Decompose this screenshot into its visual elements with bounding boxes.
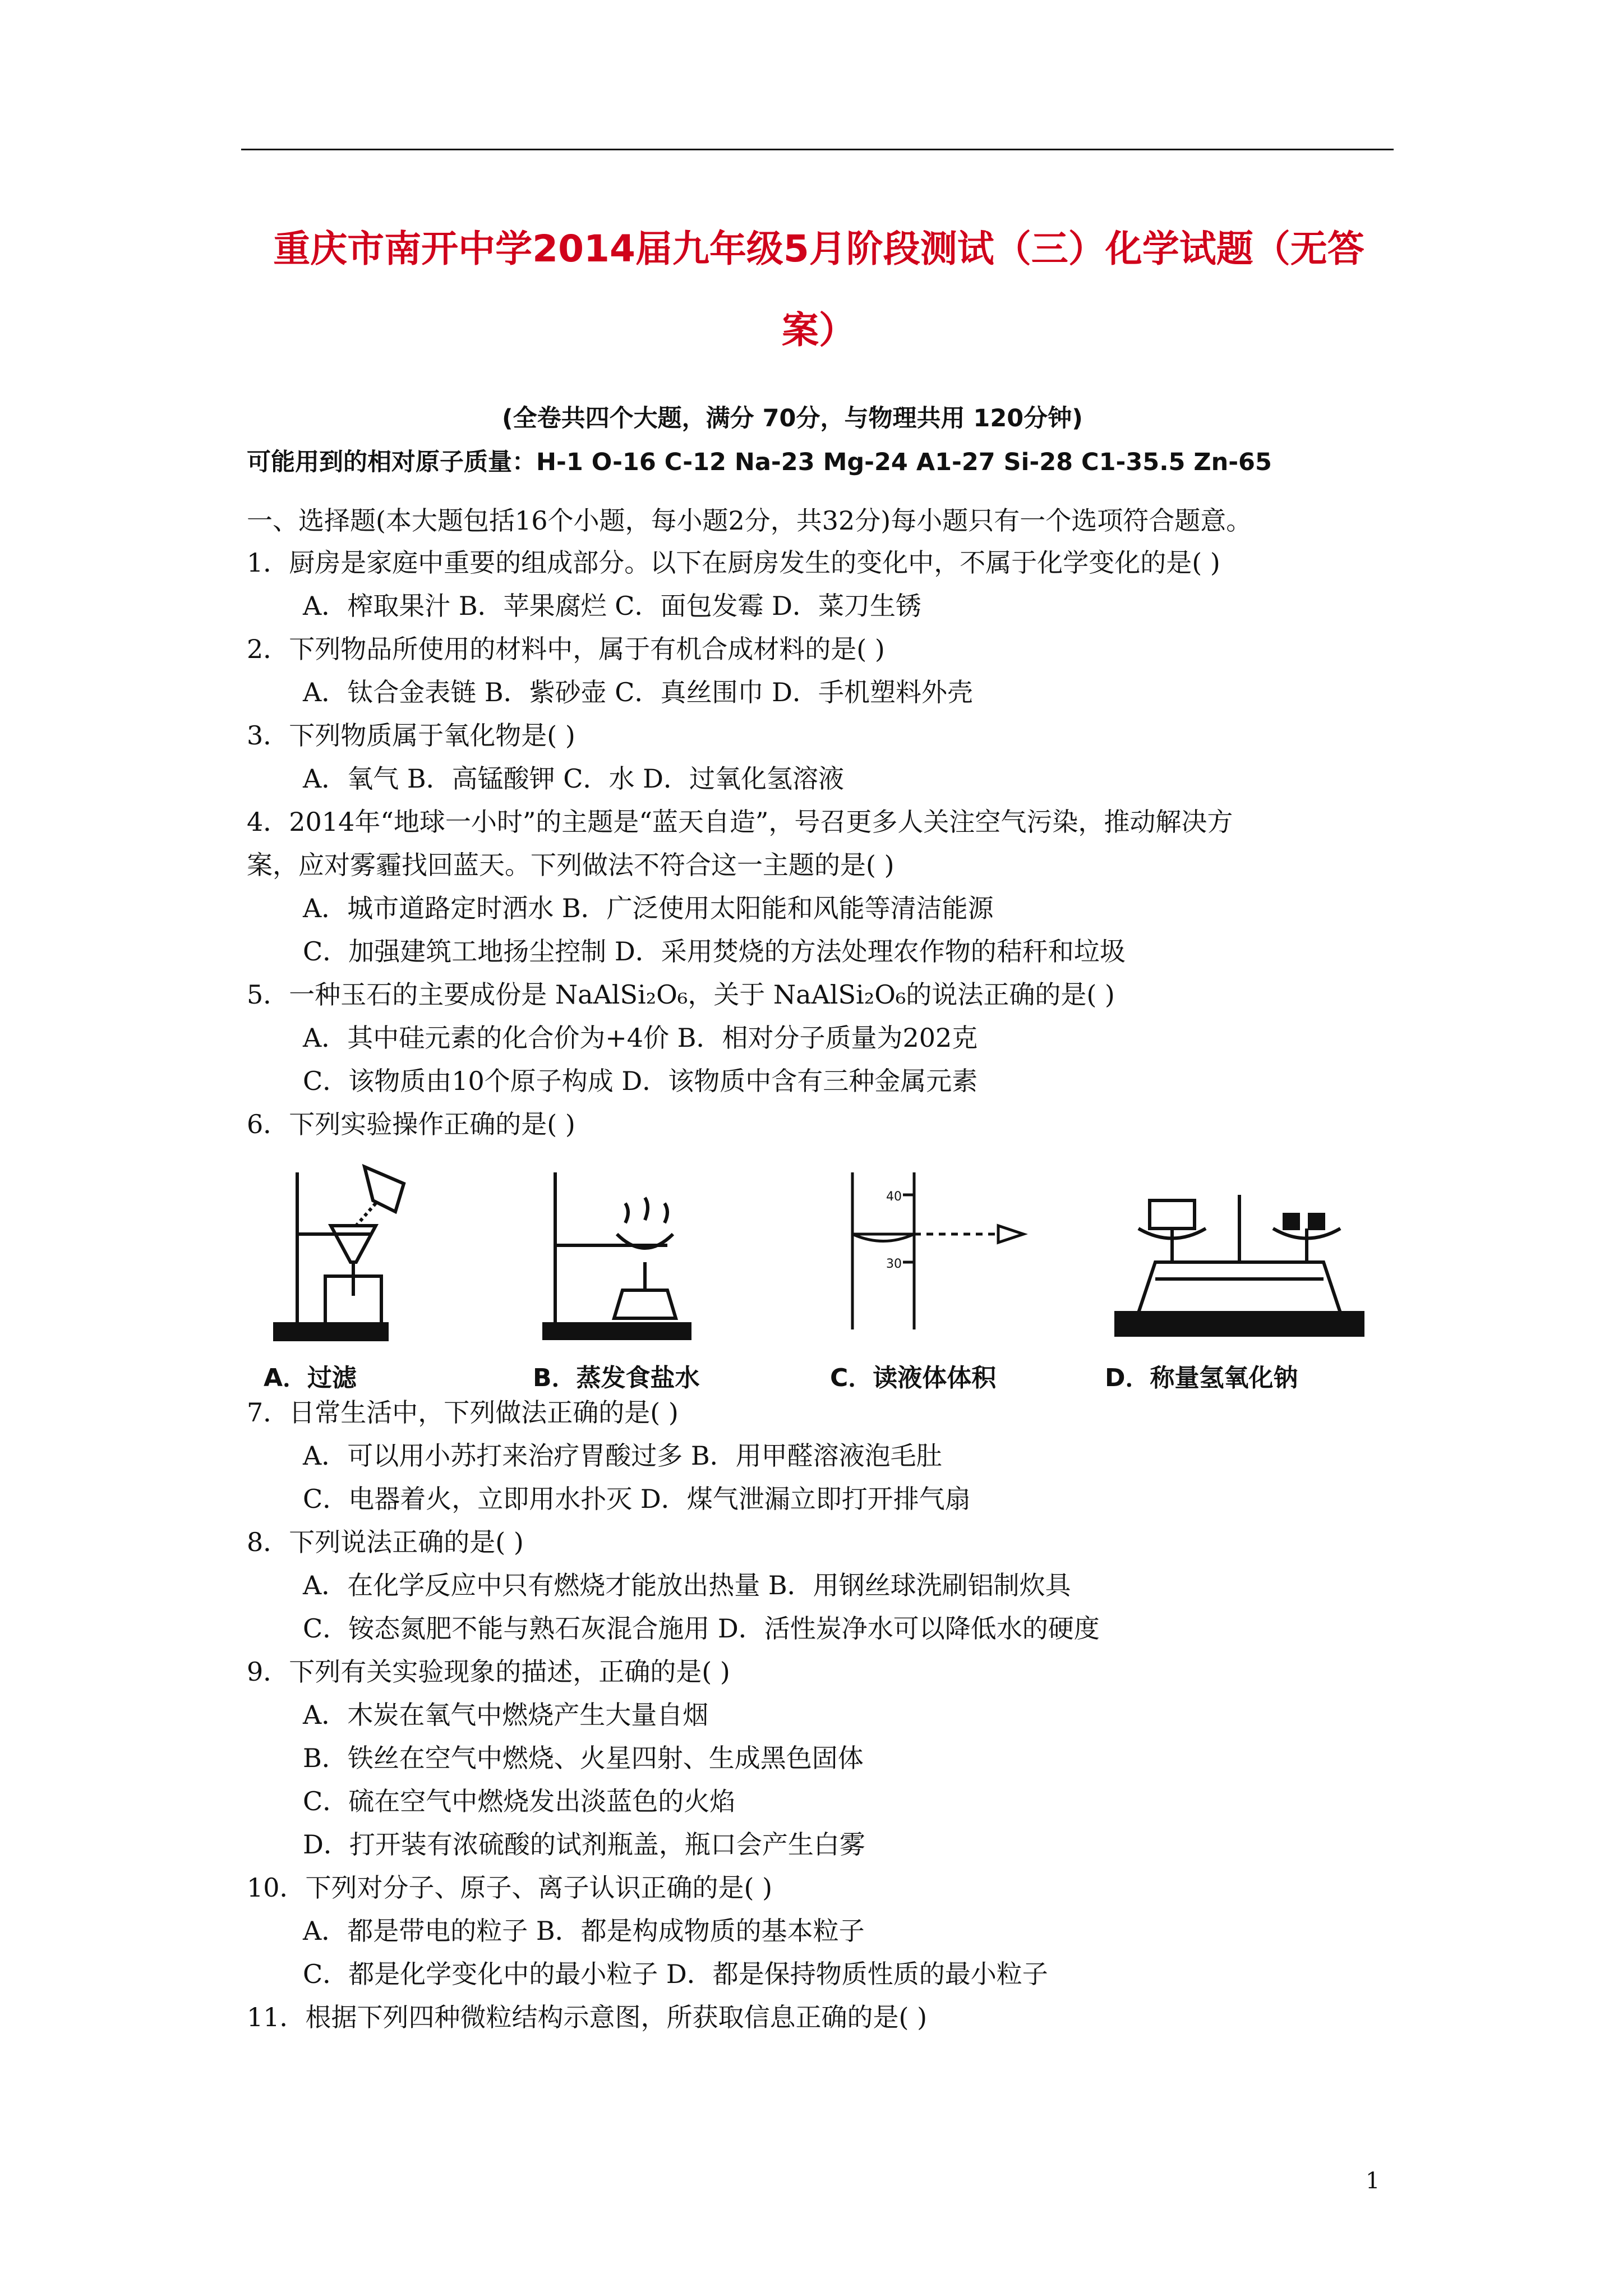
figure-read-volume xyxy=(830,1150,1077,1397)
question-7: 7．日常生活中，下列做法正确的是( ) xyxy=(247,1397,679,1428)
question-6: 6．下列实验操作正确的是( ) xyxy=(247,1109,575,1139)
figure-a-caption: A．过滤 xyxy=(264,1364,357,1392)
question-4-cont: 案，应对雾霾找回蓝天。下列做法不符合这一主题的是( ) xyxy=(247,850,895,880)
question-3: 3．下列物质属于氧化物是( ) xyxy=(247,720,575,751)
q1-options: A．榨取果汁 B．苹果腐烂 C．面包发霉 D．菜刀生锈 xyxy=(303,591,921,621)
figure-filtration xyxy=(264,1150,510,1397)
question-4: 4．2014年“地球一小时”的主题是“蓝天自造”，号召更多人关注空气污染，推动解决方 xyxy=(247,807,1233,837)
q8-options-ab: A．在化学反应中只有燃烧才能放出热量 B．用钢丝球洗刷铝制炊具 xyxy=(303,1570,1071,1600)
q7-options-ab: A．可以用小苏打来治疗胃酸过多 B．用甲醛溶液泡毛肚 xyxy=(303,1441,942,1471)
graduated-cylinder-icon xyxy=(830,1150,1054,1352)
exam-info: (全卷共四个大题，满分 70分，与物理共用 120分钟) xyxy=(502,404,1083,432)
q9-option-b: B．铁丝在空气中燃烧、火星四射、生成黑色固体 xyxy=(303,1743,864,1773)
q10-options-ab: A．都是带电的粒子 B．都是构成物质的基本粒子 xyxy=(303,1916,865,1946)
atomic-masses: 可能用到的相对原子质量：H-1 O-16 C-12 Na-23 Mg-24 A1-27 Si-28 C1-35.5 Zn-65 xyxy=(247,448,1272,476)
question-5: 5．一种玉石的主要成份是 NaAlSi₂O₆，关于 NaAlSi₂O₆的说法正确的是( ) xyxy=(247,979,1115,1010)
question-8: 8．下列说法正确的是( ) xyxy=(247,1527,524,1557)
q9-option-c: C．硫在空气中燃烧发出淡蓝色的火焰 xyxy=(303,1786,736,1816)
balance-scale-icon xyxy=(1105,1150,1385,1352)
question-9: 9．下列有关实验现象的描述，正确的是( ) xyxy=(247,1657,730,1687)
q4-options-cd: C．加强建筑工地扬尘控制 D．采用焚烧的方法处理农作物的秸秆和垃圾 xyxy=(303,936,1126,967)
q3-options: A．氧气 B．高锰酸钾 C．水 D．过氧化氢溶液 xyxy=(303,763,844,794)
tick-label-40: 40 xyxy=(886,1190,902,1204)
figure-c-caption: C．读液体体积 xyxy=(830,1364,997,1392)
page-title-line1: 重庆市南开中学2014届九年级5月阶段测试（三）化学试题（无答 xyxy=(273,227,1364,270)
figure-b-caption: B．蒸发食盐水 xyxy=(533,1364,700,1392)
q8-options-cd: C．铵态氮肥不能与熟石灰混合施用 D．活性炭净水可以降低水的硬度 xyxy=(303,1613,1100,1644)
section-heading: 一、选择题(本大题包括16个小题，每小题2分，共32分)每小题只有一个选项符合题意。 xyxy=(247,505,1252,536)
q10-options-cd: C．都是化学变化中的最小粒子 D．都是保持物质性质的最小粒子 xyxy=(303,1959,1048,1989)
q5-options-ab: A．其中硅元素的化合价为+4价 B．相对分子质量为202克 xyxy=(303,1023,978,1053)
q5-options-cd: C．该物质由10个原子构成 D．该物质中含有三种金属元素 xyxy=(303,1066,978,1096)
q7-options-cd: C．电器着火，立即用水扑灭 D．煤气泄漏立即打开排气扇 xyxy=(303,1484,971,1514)
page-title-line2: 案） xyxy=(782,309,856,352)
question-2: 2．下列物品所使用的材料中，属于有机合成材料的是( ) xyxy=(247,634,885,664)
tick-label-30: 30 xyxy=(886,1257,902,1271)
q2-options: A．钛合金表链 B．紫砂壶 C．真丝围巾 D．手机塑料外壳 xyxy=(303,677,973,707)
figure-evaporation xyxy=(533,1150,780,1397)
filtration-apparatus-icon xyxy=(264,1150,465,1352)
figure-d-caption: D．称量氢氧化钠 xyxy=(1105,1364,1298,1392)
question-10: 10．下列对分子、原子、离子认识正确的是( ) xyxy=(247,1872,773,1903)
q9-option-a: A．木炭在氧气中燃烧产生大量自烟 xyxy=(303,1700,709,1730)
page-number: 1 xyxy=(1366,2168,1380,2194)
figure-weighing xyxy=(1105,1150,1385,1397)
top-rule xyxy=(241,149,1394,150)
evaporation-apparatus-icon xyxy=(533,1150,735,1352)
question-6-figures xyxy=(264,1150,1385,1397)
question-1: 1．厨房是家庭中重要的组成部分。以下在厨房发生的变化中，不属于化学变化的是( ) xyxy=(247,547,1220,578)
q9-option-d: D．打开装有浓硫酸的试剂瓶盖，瓶口会产生白雾 xyxy=(303,1829,865,1860)
question-11: 11．根据下列四种微粒结构示意图，所获取信息正确的是( ) xyxy=(247,2002,928,2032)
q4-options-ab: A．城市道路定时洒水 B．广泛使用太阳能和风能等清洁能源 xyxy=(303,893,994,923)
